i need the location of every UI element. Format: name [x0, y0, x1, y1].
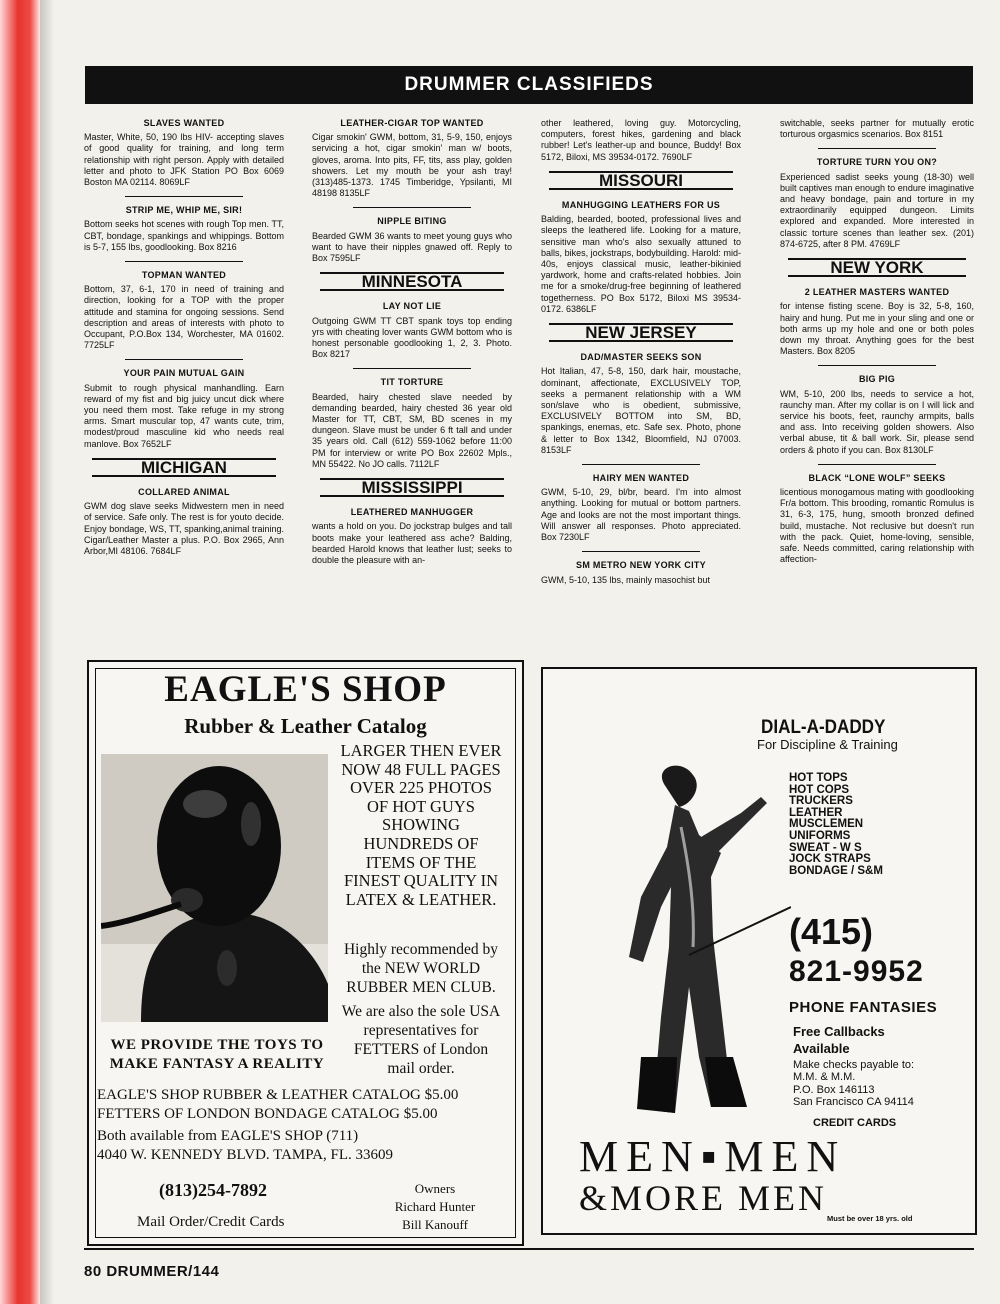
- ad-text: wants a hold on you. Do jockstrap bulges and tall boots make your leathered ass ache? Balding, bearded Harold knows that leather lust; seeks to double the pleasure with an-: [312, 521, 512, 566]
- ad-title: YOUR PAIN MUTUAL GAIN: [123, 368, 245, 379]
- ad-text: Cigar smokin' GWM, bottom, 31, 5-9, 150, enjoys servicing a hot, cigar smokin' man w/ boots, gloves, aroma. Into pits, FF, tits, ass play, golden showers. Let my mouth be your ash tray! (313)485-1373. 1745 Timberidge, Ypsilanti, MI 48198 8135LF: [312, 132, 512, 199]
- callbacks-line: Free Callbacks: [793, 1024, 885, 1039]
- ad-subheadline: Rubber & Leather Catalog: [184, 714, 427, 738]
- ad-text: Experienced sadist seeks young (18-30) well built captives man enough to endure imaginative and heavy bondage, pain and torture in my extraordinarily equipped dungeon. Limits explored and expanded. More interested in classic torture scenes than leather sex. (201) 874-6725, after 8 PM. 4769LF: [780, 171, 974, 249]
- classifieds-column-4: [780, 118, 974, 646]
- classified-ad: [780, 374, 974, 455]
- ad-title: STRIP ME, WHIP ME, SIR!: [125, 205, 243, 216]
- ad-text: Master, White, 50, 190 lbs HIV- accepting slaves of good quality for training, and long term relationship with right person. Apply with detailed letter and photo to JFK Station PO Box 6069 Boston MA 02114. 8069LF: [84, 132, 284, 188]
- classified-ad: [84, 205, 284, 253]
- owners-block: [375, 1180, 495, 1234]
- classified-ad: [541, 200, 741, 315]
- list-item: SWEAT - W S: [789, 841, 862, 854]
- address-line: San Francisco CA 94114: [793, 1095, 914, 1108]
- ad-title: MANHUGGING LEATHERS FOR US: [561, 200, 721, 211]
- shop-phone: (813)254-7892: [159, 1180, 267, 1200]
- gutter-shadow: [40, 0, 54, 1304]
- classified-ad: [84, 368, 284, 449]
- ad-text: Outgoing GWM TT CBT spank toys top ending yrs with cheating lover wants GWM bottom who is honest personable goodlooking 1, 2, 3. Photo. Box 8217: [312, 315, 512, 360]
- dial-a-daddy-ad: [541, 667, 977, 1235]
- ad-headline: DIAL-A-DADDY: [761, 717, 886, 738]
- ad-title: NIPPLE BITING: [377, 216, 447, 227]
- more-men-headline: &MORE MEN: [579, 1178, 828, 1218]
- classified-ad: [541, 473, 741, 543]
- ad-text: Bottom, 37, 6-1, 170 in need of training and direction, looking for a TOP with the proper attitude and stamina for ongoing sessions. Send description and areas of interests with photo to Occupant, P.O.Box 134, Worchester, MA 01602. 7725LF: [84, 284, 284, 351]
- footer-rule: [84, 1248, 974, 1250]
- state-heading-new-york: NEW YORK: [788, 258, 966, 277]
- address-line: 4040 W. KENNEDY BLVD. TAMPA, FL. 33609: [97, 1147, 394, 1163]
- eagles-shop-ad: [87, 660, 524, 1246]
- ad-separator: [818, 148, 936, 149]
- ad-separator: [353, 207, 471, 208]
- classified-ad: [312, 216, 512, 264]
- classified-ad: [312, 118, 512, 199]
- ad-title: 2 LEATHER MASTERS WANTED: [804, 287, 950, 298]
- classified-ad: [780, 287, 974, 357]
- classified-ad: [541, 560, 741, 585]
- payment-address: [793, 1059, 914, 1108]
- phone-number: 821-9952: [789, 955, 924, 988]
- state-heading-mississippi: MISSISSIPPI: [320, 478, 504, 497]
- age-disclaimer: Must be over 18 yrs. old: [827, 1214, 913, 1223]
- ad-headline: EAGLE'S SHOP: [164, 669, 447, 710]
- phone-fantasies-label: PHONE FANTASIES: [789, 999, 938, 1016]
- callbacks-line: Available: [793, 1041, 850, 1056]
- slogan-line: WE PROVIDE THE TOYS TO: [110, 1037, 324, 1053]
- state-heading-minnesota: MINNESOTA: [320, 272, 504, 291]
- classified-ad: [541, 352, 741, 456]
- man-with-whip-illustration: [571, 757, 791, 1129]
- list-item: UNIFORMS: [789, 829, 851, 842]
- red-page-edge: [0, 0, 40, 1304]
- catalog-line: FETTERS OF LONDON BONDAGE CATALOG $5.00: [97, 1106, 438, 1122]
- owner-name: Richard Hunter: [394, 1199, 476, 1214]
- state-heading-michigan: MICHIGAN: [92, 458, 276, 477]
- classified-ad: [780, 473, 974, 566]
- ad-title: SM METRO NEW YORK CITY: [576, 560, 706, 571]
- address-line: P.O. Box 146113: [793, 1083, 875, 1096]
- catalog-line: EAGLE'S SHOP RUBBER & LEATHER CATALOG $5.00: [97, 1087, 459, 1103]
- ad-recommendation: Highly recommended by the NEW WORLD RUBBER MEN CLUB.: [343, 941, 499, 996]
- list-item: LEATHER: [789, 806, 843, 819]
- classifieds-column-2: [312, 118, 512, 646]
- shop-address: [97, 1127, 393, 1165]
- ad-title: LAY NOT LIE: [382, 301, 442, 312]
- list-item: JOCK STRAPS: [789, 853, 871, 866]
- ad-text: Bearded, hairy chested slave needed by demanding bearded, hairy chested 36 year old Master for TT, CBT, SM, BD scenes in my dungeon. Slave must be under 6 ft tall and under 35 years old. Call (612) 559-1062 before 11:00 PM for interview or write PO Box 22602 Mpls., MN 55422. No JO calls. 7112LF: [312, 391, 512, 469]
- ad-title: HAIRY MEN WANTED: [592, 473, 690, 484]
- ad-separator: [125, 261, 243, 262]
- ad-text: licentious monogamous mating with goodlooking Fr/a bottom. This brooding, romantic Romulus is 31, 6-3, 175, hung, smooth bronzed defined build, mustache. Not reclusive but doesn't run with the pack. Quiet, home-loving, sensible, safe. Needs committed, caring relationship with affection-: [780, 487, 974, 565]
- ad-title: LEATHERED MANHUGGER: [350, 507, 474, 518]
- ad-text: Submit to rough physical manhandling. Earn reward of my fist and big juicy uncut dick where you need them most. Take refuge in my strong arms. Smart muscular top, 47 wants cute, trim, modest/proud masculine kid who needs real manlove. Box 7652LF: [84, 382, 284, 449]
- ad-separator: [353, 368, 471, 369]
- rubber-hood-photo: [101, 754, 328, 1022]
- ad-text: GWM, 5-10, 135 lbs, mainly masochist but: [541, 574, 711, 585]
- phone-area-code: (415): [789, 911, 874, 952]
- list-item: HOT COPS: [789, 783, 850, 796]
- ad-slogan: [97, 1036, 337, 1074]
- fantasy-list: [789, 773, 883, 877]
- ad-title: LEATHER-CIGAR TOP WANTED: [340, 118, 484, 128]
- owners-label: Owners: [414, 1181, 456, 1196]
- credit-cards-note: CREDIT CARDS: [813, 1117, 897, 1129]
- ad-continued-text: switchable, seeks partner for mutually erotic torturous orgasmics scenarios. Box 8151: [780, 118, 974, 140]
- classified-ad: [84, 118, 284, 188]
- page-folio: 80 DRUMMER/144: [84, 1263, 220, 1280]
- address-line: M.M. & M.M.: [793, 1071, 856, 1084]
- state-heading-missouri: MISSOURI: [549, 171, 733, 190]
- ad-separator: [818, 365, 936, 366]
- list-item: TRUCKERS: [789, 795, 853, 808]
- ad-separator: [582, 551, 700, 552]
- catalog-prices: [97, 1086, 458, 1124]
- ad-title: COLLARED ANIMAL: [138, 487, 230, 498]
- classifieds-column-3: [541, 118, 741, 646]
- ad-text: Balding, bearded, booted, professional lives and sleeps the leathered life. Looking for a mature, sensitive man who's also sexually attuned to balls, bikes, jockstraps, bodybuilding. Harold: mid-40s, enjoys classical music, leather-bikinied yardwork, home and crafts-related hobbies. Join me for a smoke/drug-free beginning of leathered togetherness. PO Box 5172, Biloxi MS 39534-0172. 6386LF: [541, 214, 741, 314]
- address-line: Make checks payable to:: [793, 1059, 915, 1071]
- ad-separator: [818, 464, 936, 465]
- ad-representatives: We are also the sole USA representatives for FETTERS of London mail order.: [341, 1003, 501, 1077]
- ad-title: TIT TORTURE: [380, 377, 444, 388]
- ad-text: GWM, 5-10, 29, bl/br, beard. I'm into almost anything. Looking for mutual or bottom partners. Age and looks are not the most important things. Will answer all responses. Photo appreciated. Box 7230LF: [541, 487, 741, 543]
- ad-title: BIG PIG: [858, 374, 896, 385]
- state-heading-new-jersey: NEW JERSEY: [549, 323, 733, 342]
- ad-separator: [125, 196, 243, 197]
- ad-title: SLAVES WANTED: [143, 118, 225, 128]
- owner-name: Bill Kanouff: [402, 1217, 468, 1232]
- ad-title: BLACK “LONE WOLF” SEEKS: [808, 472, 946, 483]
- classifieds-column-1: [84, 118, 284, 646]
- ad-text: Bottom seeks hot scenes with rough Top men. TT, CBT, bondage, spankings and whippings. Bottom is 5-7, 155 lbs, goodlooking. Box 8216: [84, 219, 284, 252]
- ad-title: DAD/MASTER SEEKS SON: [580, 352, 702, 363]
- men-men-headline: MEN▪MEN: [579, 1132, 847, 1181]
- mail-order-note: Mail Order/Credit Cards: [137, 1214, 285, 1230]
- list-item: BONDAGE / S&M: [789, 864, 883, 877]
- list-item: HOT TOPS: [789, 772, 848, 784]
- classified-ad: [780, 157, 974, 250]
- classified-ad: [84, 270, 284, 351]
- ad-text: WM, 5-10, 200 lbs, needs to service a hot, raunchy man. After my collar is on I will lick and service his boots, feet, raunchy armpits, balls and ass. Into receiving golden showers. Also verbal abuse, tit & ball work. Sir, please send orders & photo if you can. Box 8130LF: [780, 388, 974, 455]
- callbacks-note: [793, 1023, 885, 1057]
- classified-ad: [84, 487, 284, 557]
- ad-title: TOPMAN WANTED: [141, 270, 227, 281]
- ad-separator: [125, 359, 243, 360]
- list-item: MUSCLEMEN: [789, 818, 864, 831]
- classified-ad: [312, 301, 512, 360]
- classified-ad: [312, 507, 512, 566]
- ad-separator: [582, 464, 700, 465]
- slogan-line: MAKE FANTASY A REALITY: [109, 1056, 325, 1072]
- ad-continued-text: other leathered, loving guy. Motorcycling, computers, forest hikes, gardening and black rubber! Let's leather-up and bounce, Buddy! Box 5172, Biloxi, MS 39534-0172. 7690LF: [541, 118, 741, 162]
- ad-text: for intense fisting scene. Boy is 32, 5-8, 160, hairy and hung. Put me in your sling and one or both arms up my hole and one or both poles down my throat. Anything goes for the best Masters. Box 8205: [780, 301, 974, 357]
- ad-description: LARGER THEN EVER NOW 48 FULL PAGES OVER 225 PHOTOS OF HOT GUYS SHOWING HUNDREDS OF ITEMS OF THE FINEST QUALITY IN LATEX & LEATHER.: [340, 741, 502, 909]
- ad-text: Hot Italian, 47, 5-8, 150, dark hair, moustache, dominant, affectionate, EXCLUSIVELY TOP, seeks a permanent relationship with a WM son/slave who is obedient, submissive, EXCLUSIVELY BOTTOM into SM, BD, spankings, enemas, etc. Safe sex. Photo, phone & letter to Box 1342, Bloomfield, NJ 07003. 8153LF: [541, 366, 741, 455]
- ad-text: GWM dog slave seeks Midwestern men in need of service. Safe only. The rest is for youto decide. Enjoy bondage, WS, TT, spanking,animal training. Cigar/Leather Master a plus. P.O. Box 2965, Ann Arbor,MI 48106. 7684LF: [84, 501, 284, 557]
- ad-title: TORTURE TURN YOU ON?: [816, 157, 938, 168]
- ad-subheadline: For Discipline & Training: [757, 737, 898, 752]
- ad-text: Bearded GWM 36 wants to meet young guys who want to have their nipples gnawed off. Reply to Box 7595LF: [312, 230, 512, 264]
- classified-ad: [312, 377, 512, 470]
- address-line: Both available from EAGLE'S SHOP (711): [97, 1128, 359, 1144]
- classifieds-banner: DRUMMER CLASSIFIEDS: [85, 66, 973, 104]
